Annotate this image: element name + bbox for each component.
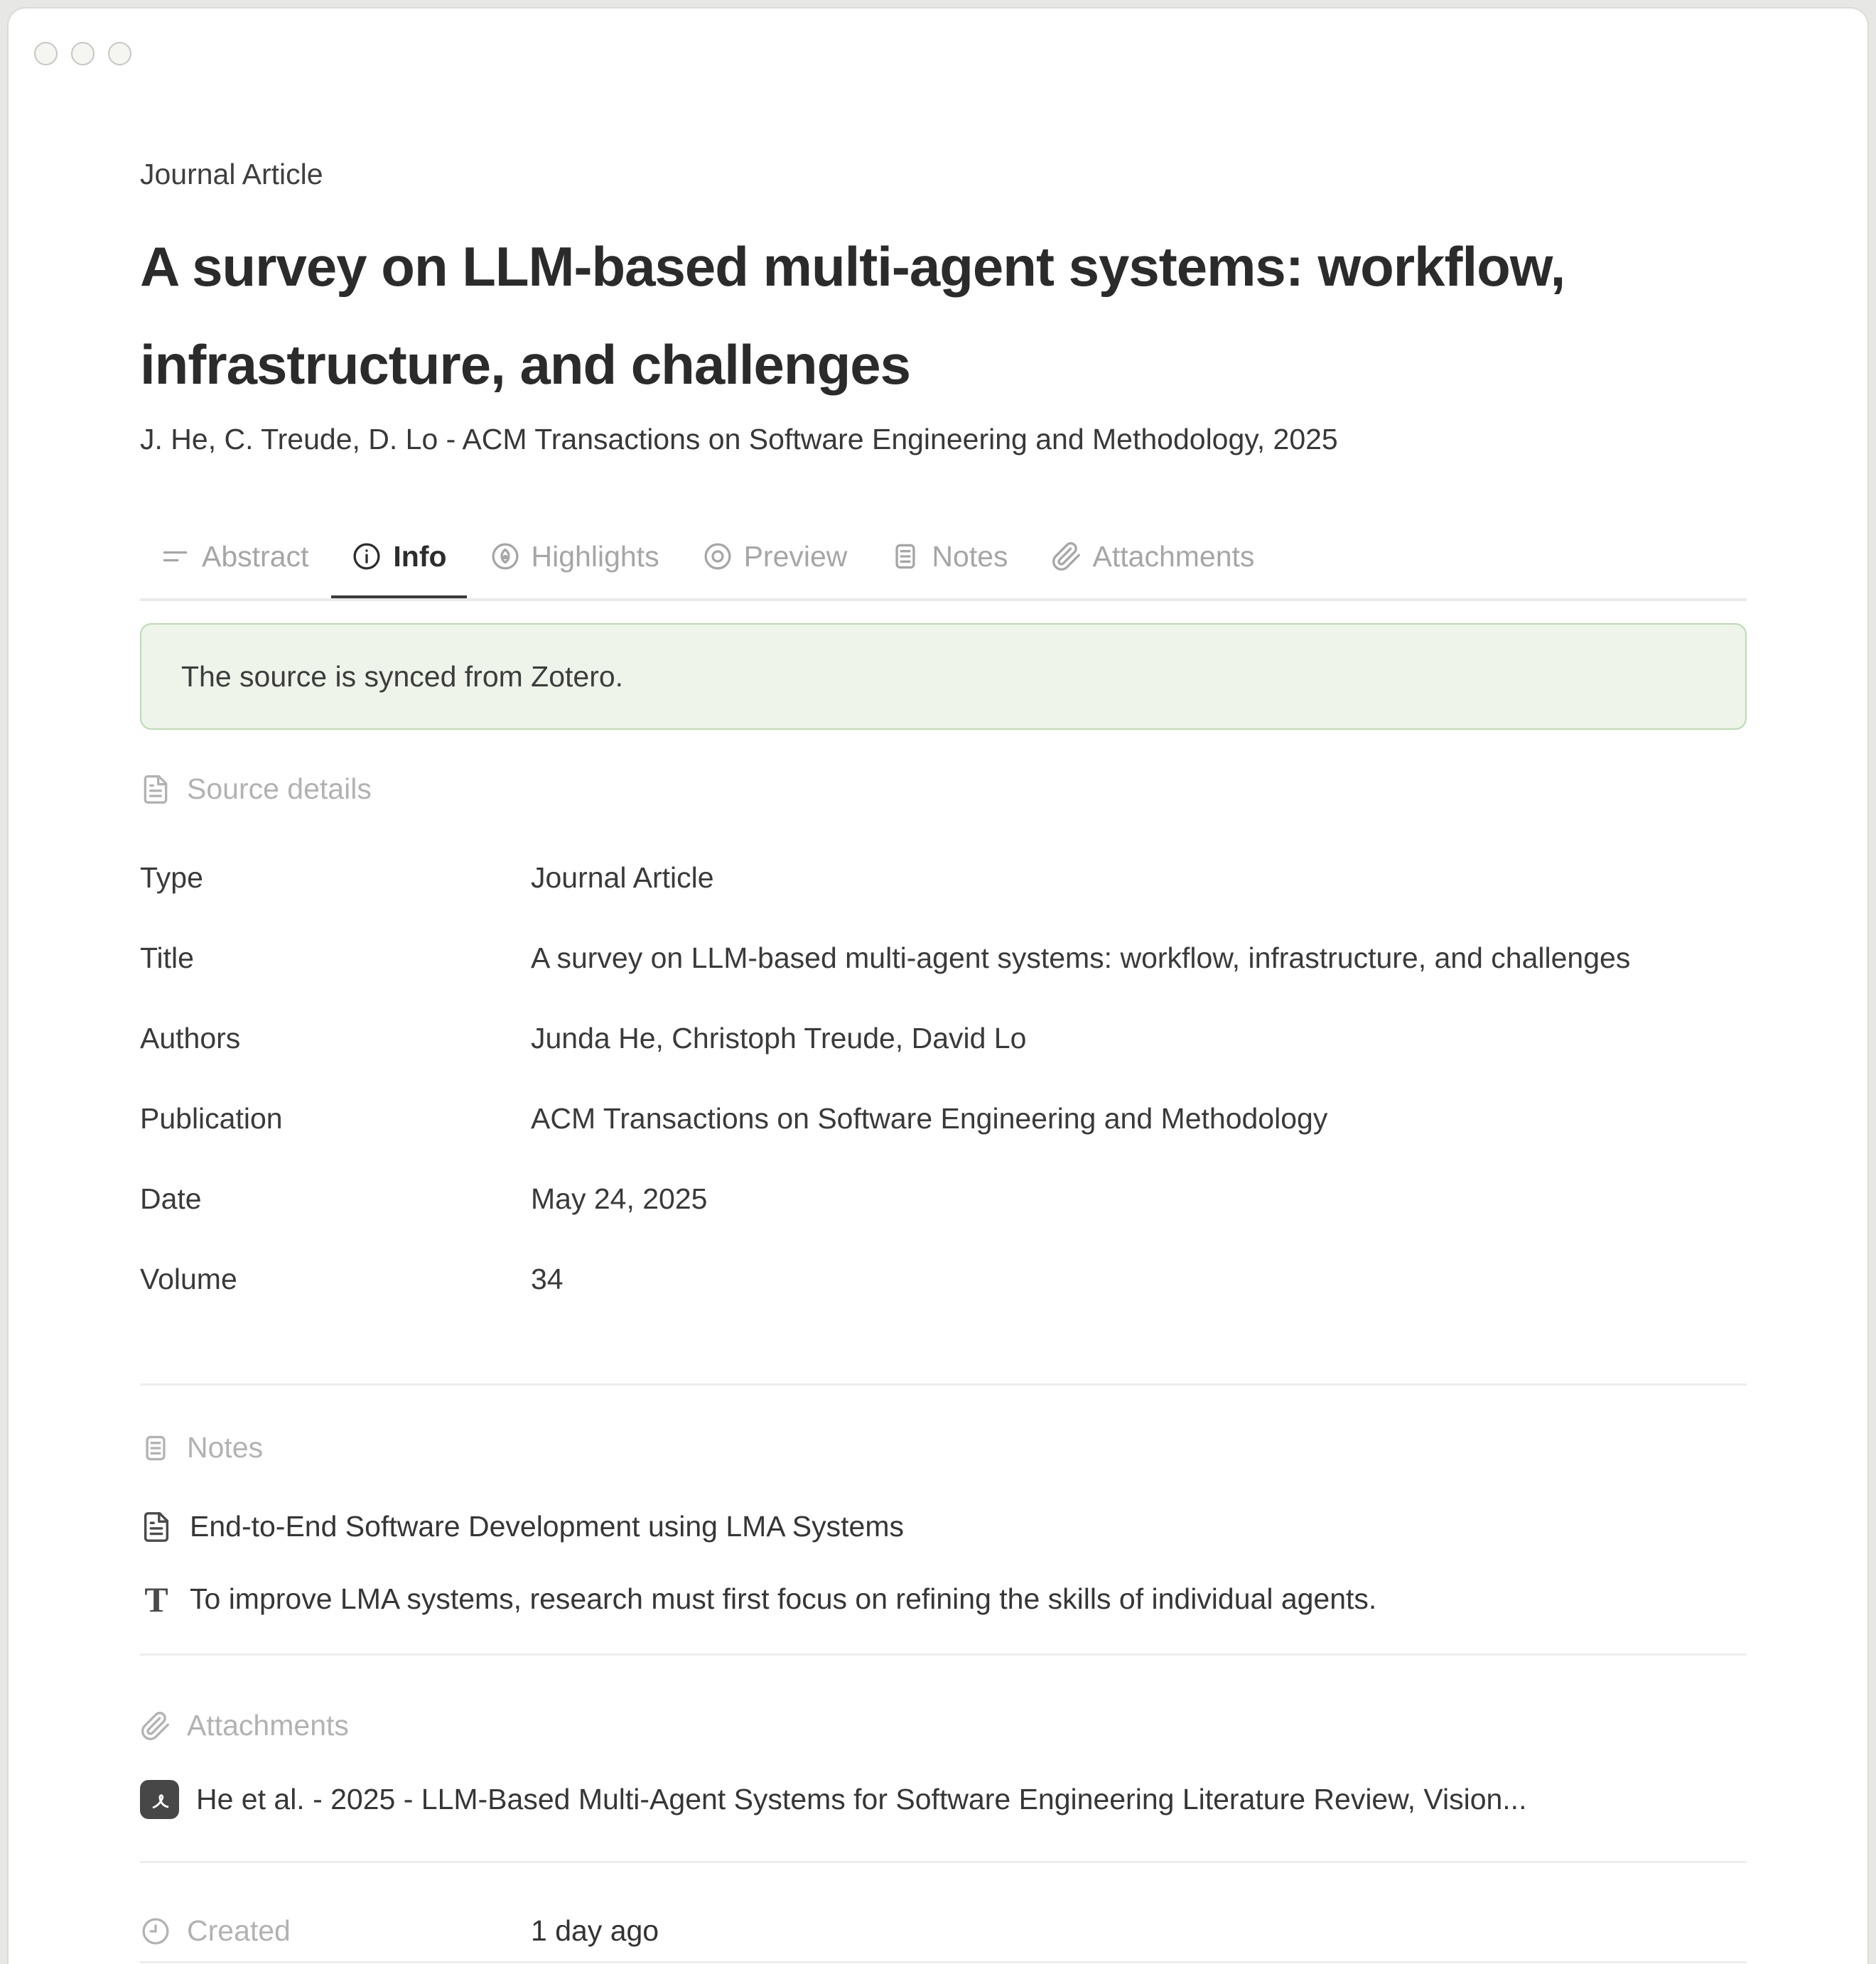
- section-title: Notes: [187, 1431, 264, 1464]
- paperclip-icon: [1051, 541, 1082, 572]
- tab-label: Notes: [932, 539, 1008, 573]
- tab-label: Highlights: [531, 539, 659, 573]
- paperclip-icon: [140, 1710, 171, 1742]
- align-left-icon: [160, 541, 191, 572]
- note-list-item[interactable]: [140, 1579, 1377, 1619]
- zoom-window-button[interactable]: [108, 42, 131, 65]
- field-value: May 24, 2025: [531, 1182, 708, 1215]
- text-icon: T: [144, 1579, 168, 1619]
- tab-label: Preview: [743, 539, 848, 573]
- attachment-filename: He et al. - 2025 - LLM-Based Multi-Agent Systems for Software Engineering Literature Review, Vision...: [196, 1783, 1527, 1815]
- sync-status-text: The source is synced from Zotero.: [181, 659, 624, 693]
- field-value: Journal Article: [531, 861, 714, 894]
- notes-icon: [140, 1432, 171, 1464]
- field-value: ACM Transactions on Software Engineering and Methodology: [531, 1102, 1328, 1135]
- field-label: Authors: [140, 1022, 241, 1054]
- tab-info[interactable]: [331, 534, 466, 578]
- preview-icon: [702, 541, 733, 572]
- sync-status-banner: [140, 623, 1747, 730]
- note-title: End-to-End Software Development using LMA Systems: [190, 1510, 904, 1543]
- tab-bar: [140, 534, 1274, 578]
- field-label: Date: [140, 1182, 202, 1215]
- pdf-icon: [140, 1780, 179, 1819]
- created-value: 1 day ago: [531, 1914, 659, 1947]
- field-label: Volume: [140, 1263, 237, 1295]
- file-text-icon: [140, 774, 171, 805]
- field-label: Title: [140, 941, 194, 974]
- note-list-item[interactable]: [140, 1510, 904, 1543]
- clock-icon: [140, 1916, 171, 1947]
- field-value: Junda He, Christoph Treude, David Lo: [531, 1022, 1027, 1054]
- info-icon: [351, 541, 382, 572]
- section-title: Source details: [187, 772, 372, 805]
- article-window: [7, 7, 1869, 1964]
- source-details-header: [140, 772, 372, 806]
- field-label: Publication: [140, 1102, 283, 1135]
- tab-label: Attachments: [1092, 539, 1255, 573]
- file-text-icon: [140, 1511, 173, 1543]
- attachments-section-header: [140, 1709, 349, 1742]
- section-divider: [140, 1861, 1747, 1863]
- field-label: Type: [140, 861, 203, 894]
- field-value: A survey on LLM-based multi-agent systems: workflow, infrastructure, and challenges: [531, 941, 1631, 974]
- tab-preview[interactable]: [682, 534, 868, 578]
- tab-abstract[interactable]: [140, 534, 328, 578]
- section-divider: [140, 1653, 1747, 1656]
- created-label-text: Created: [187, 1914, 291, 1947]
- citation-byline: J. He, C. Treude, D. Lo - ACM Transactions on Software Engineering and Methodology, 2025: [140, 423, 1338, 455]
- section-title: Attachments: [187, 1709, 349, 1742]
- tab-bar-divider: [140, 598, 1747, 601]
- attachment-list-item[interactable]: [140, 1780, 1526, 1819]
- highlighter-icon: [490, 541, 521, 572]
- tab-attachments[interactable]: [1031, 534, 1275, 578]
- notes-icon: [890, 541, 921, 572]
- tab-highlights[interactable]: [470, 534, 679, 578]
- notes-section-header: [140, 1431, 263, 1464]
- close-window-button[interactable]: [34, 42, 58, 65]
- note-title: To improve LMA systems, research must first focus on refining the skills of individual agents.: [190, 1582, 1377, 1615]
- section-divider: [140, 1383, 1747, 1386]
- section-divider: [140, 1961, 1747, 1963]
- minimize-window-button[interactable]: [71, 42, 95, 65]
- created-row-label: [140, 1914, 291, 1948]
- tab-notes[interactable]: [870, 534, 1028, 578]
- window-controls: [34, 42, 131, 65]
- tab-label: Info: [393, 539, 447, 573]
- source-details-table: [140, 856, 1747, 1300]
- tab-label: Abstract: [202, 539, 309, 573]
- field-value: 34: [531, 1263, 564, 1295]
- page-title: A survey on LLM-based multi-agent systems: workflow, infrastructure, and challenges: [140, 235, 1565, 396]
- item-type-label: Journal Article: [140, 158, 323, 190]
